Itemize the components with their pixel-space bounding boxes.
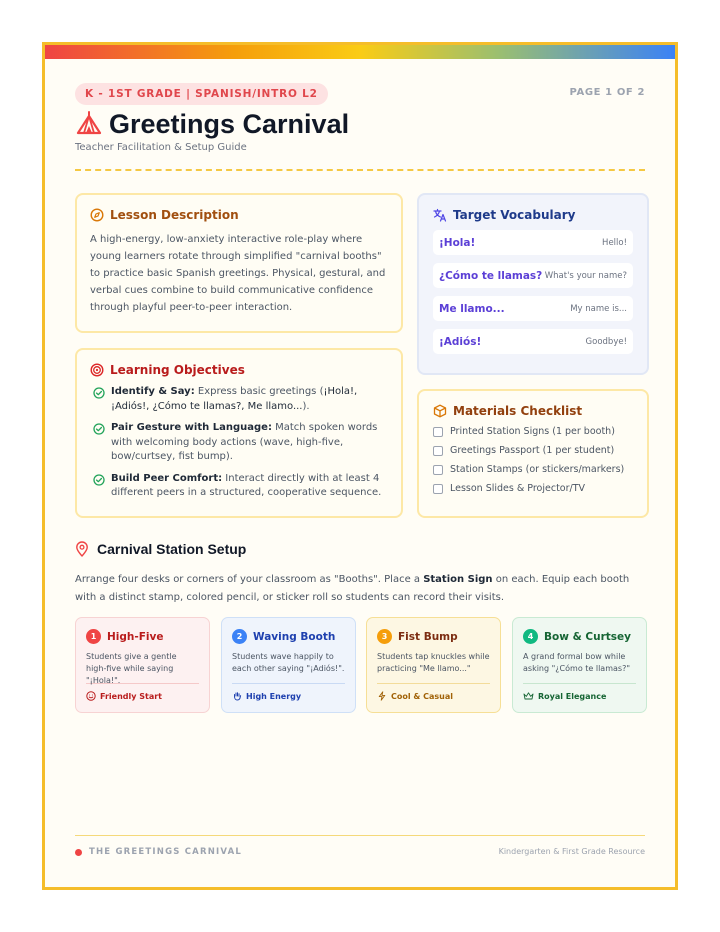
station-number: 3: [377, 629, 392, 644]
checkbox[interactable]: [433, 465, 443, 475]
vocab-term: Me llamo...: [439, 302, 505, 315]
learning-objectives-heading: Learning Objectives: [110, 363, 245, 377]
worksheet-page: [42, 42, 678, 890]
lesson-description-heading: Lesson Description: [110, 208, 239, 222]
vocab-row: [433, 296, 633, 321]
checkbox[interactable]: [433, 446, 443, 456]
station-card-high-five: [75, 617, 210, 713]
lesson-description-card: [75, 193, 403, 333]
objective-item: Build Peer Comfort: Interact directly with at least 4 different peers in a structured, cooperative sequence.: [90, 472, 388, 501]
red-dot-icon: [75, 849, 82, 856]
vocab-row: [433, 230, 633, 255]
page-title: Greetings Carnival: [109, 109, 350, 139]
box-icon: [433, 404, 447, 418]
vocab-term: ¡Hola!: [439, 236, 476, 249]
hand-icon: [232, 691, 242, 701]
lightning-icon: [377, 691, 387, 701]
station-tag: Royal Elegance: [538, 691, 607, 701]
checkbox[interactable]: [433, 427, 443, 437]
learning-objectives-card: [75, 348, 403, 518]
vocab-translation: What's your name?: [544, 270, 627, 281]
page-indicator: PAGE 1 OF 2: [569, 87, 645, 98]
station-description: Students tap knuckles while practicing "Me llamo...": [377, 652, 490, 673]
vocab-term: ¡Adiós!: [439, 335, 482, 348]
vocab-translation: Hello!: [602, 237, 627, 248]
objective-item: Pair Gesture with Language: Match spoken words with welcoming body actions (wave, high-five, bow/curtsey, fist bump).: [90, 421, 388, 465]
materials-checklist-heading: Materials Checklist: [453, 404, 583, 418]
smile-icon: [86, 691, 96, 701]
rainbow-header-bar: [45, 45, 675, 59]
station-number: 4: [523, 629, 538, 644]
tent-icon: [75, 110, 103, 140]
station-setup-heading-row: [75, 541, 246, 557]
target-vocabulary-card: [417, 193, 649, 375]
crown-icon: [523, 691, 534, 701]
station-name: Bow & Curtsey: [544, 630, 631, 643]
footer-brand: THE GREETINGS CARNIVAL: [75, 847, 242, 857]
checklist-item[interactable]: Station Stamps (or stickers/markers): [433, 464, 633, 475]
station-number: 1: [86, 629, 101, 644]
check-circle-icon: [93, 387, 105, 399]
station-tag: High Energy: [246, 691, 302, 701]
target-icon: [90, 363, 104, 377]
vocab-term: ¿Cómo te llamas?: [439, 269, 543, 282]
checklist-item[interactable]: Greetings Passport (1 per student): [433, 445, 633, 456]
station-setup-heading: Carnival Station Setup: [97, 541, 247, 557]
objective-item: Identify & Say: Express basic greetings (¡Hola!, ¡Adiós!, ¿Cómo te llamas?, Me llamo...).: [90, 385, 388, 414]
vocab-row: [433, 329, 633, 354]
footer-divider: [75, 835, 645, 836]
vocab-row: [433, 263, 633, 288]
map-pin-icon: [75, 541, 89, 557]
page-subtitle: Teacher Facilitation & Setup Guide: [75, 142, 247, 153]
station-name: High-Five: [107, 630, 164, 643]
station-description: Students wave happily to each other saying "¡Adiós!".: [232, 652, 345, 673]
station-tag: Friendly Start: [100, 691, 162, 701]
station-card-waving-booth: [221, 617, 356, 713]
checklist-item[interactable]: Lesson Slides & Projector/TV: [433, 483, 633, 494]
translate-icon: [433, 208, 447, 222]
station-name: Waving Booth: [253, 630, 336, 643]
check-circle-icon: [93, 423, 105, 435]
compass-icon: [90, 208, 104, 222]
vocab-translation: Goodbye!: [585, 336, 627, 347]
grade-badge: K - 1ST GRADE | SPANISH/INTRO L2: [75, 83, 328, 105]
station-name: Fist Bump: [398, 630, 458, 643]
station-description: A grand formal bow while asking "¿Cómo te llamas?": [523, 652, 630, 673]
station-number: 2: [232, 629, 247, 644]
vocab-translation: My name is...: [570, 303, 627, 314]
materials-checklist-card: [417, 389, 649, 518]
title-row: [75, 109, 349, 140]
station-description: Students give a gentle high-five while saying "¡Hola!".: [86, 652, 177, 685]
station-card-bow-curtsey: [512, 617, 647, 713]
check-circle-icon: [93, 474, 105, 486]
objectives-list: [90, 385, 388, 501]
station-card-fist-bump: [366, 617, 501, 713]
station-tag: Cool & Casual: [391, 691, 454, 701]
checkbox[interactable]: [433, 484, 443, 494]
lesson-description-body: A high-energy, low-anxiety interactive role-play where young learners rotate through simplified "carnival booths" to practice basic Spanish greetings. Physical, gestural, and verbal cues combine to build communicative confidence through playful peer-to-peer interaction.: [90, 234, 386, 313]
checklist-item[interactable]: Printed Station Signs (1 per booth): [433, 426, 633, 437]
station-setup-intro: Arrange four desks or corners of your classroom as "Booths". Place a Station Sign on each. Equip each booth with a distinct stamp, colored pencil, or sticker roll so students can record their visits.: [75, 574, 630, 603]
footer-note: Kindergarten & First Grade Resource: [498, 847, 645, 856]
dashed-divider: [75, 169, 645, 171]
target-vocabulary-heading: Target Vocabulary: [453, 208, 576, 222]
